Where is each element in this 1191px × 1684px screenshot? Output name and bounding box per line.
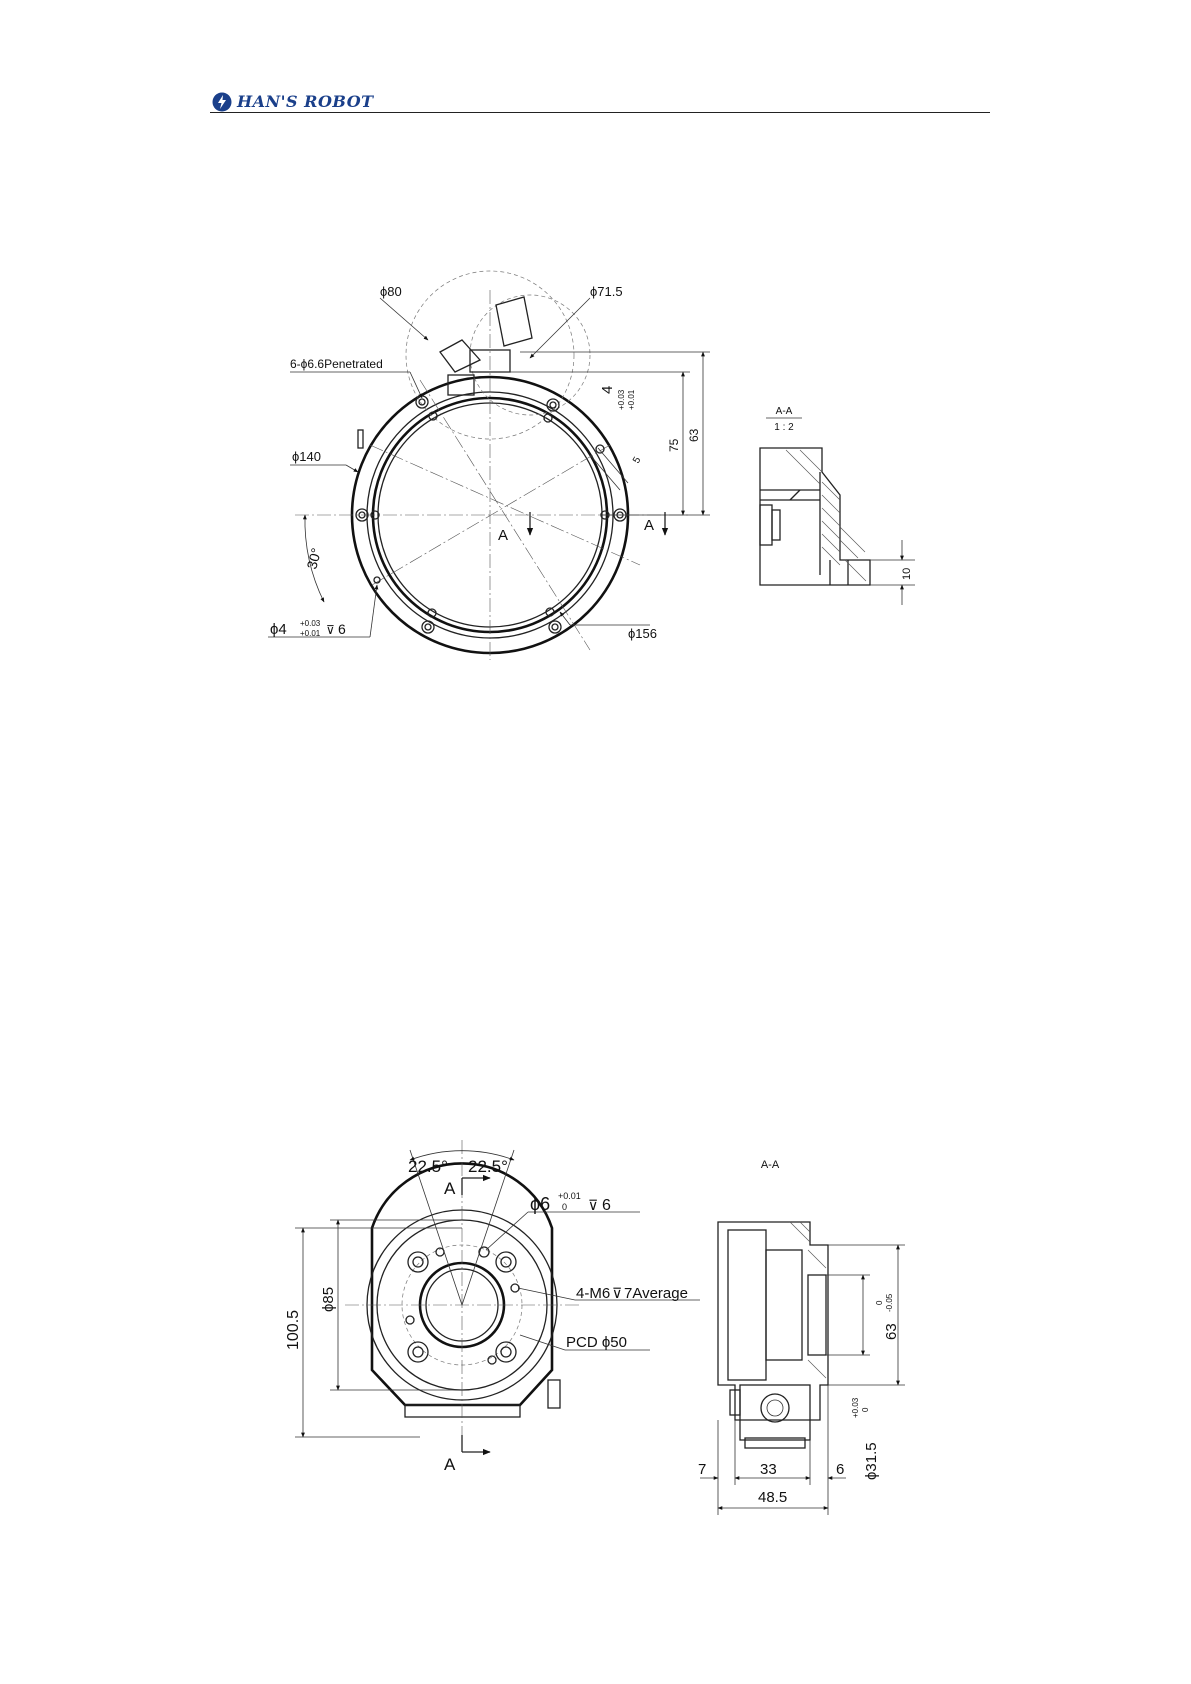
centerline-diag1 [370,445,640,565]
dim-d80: ϕ80 [380,284,402,299]
dim-63-tol-up: 0 [875,1300,884,1305]
section-label-a-left: A [498,527,509,544]
depth-icon-2: ⊽ [588,1197,599,1213]
dim-pin-main: ϕ6 [530,1194,551,1214]
section-scale: 1 : 2 [774,422,794,433]
dim-pin-tol-low: +0.01 [300,629,321,638]
dim-threads: 4-M6 [576,1285,611,1302]
bolt-holes [356,396,626,633]
dim-63-tol-low: -0.05 [885,1293,894,1312]
dim-pin-tol-low: 0 [562,1202,568,1212]
dim-holes: 6-ϕ6.6Penetrated [290,357,383,371]
dim-63: 63 [687,428,701,442]
dim-threads-depth: 7Average [624,1285,688,1302]
dim-31-5-tol-up: +0.03 [851,1397,860,1418]
dim-angle-left: 22.5° [408,1157,448,1176]
dim-w33: 33 [760,1461,777,1478]
dim-100-5: 100.5 [285,1309,302,1350]
dim-pin-depth: 6 [602,1197,611,1214]
dim-75: 75 [667,438,681,452]
dim-31-5-tol-low: 0 [861,1407,870,1412]
dim-pin-tol-up: +0.01 [558,1191,581,1201]
section-title: A-A [775,406,793,417]
figure2-section-view [698,1159,905,1515]
connector-icon [761,1394,789,1422]
section-title: A-A [760,1159,780,1171]
dim-pin-depth: 6 [338,621,346,637]
dim-pin-tol-up: +0.03 [300,619,321,628]
side-tab [358,430,363,448]
dim-slot-tol-low: +0.01 [627,389,636,410]
dim-w7: 7 [698,1461,707,1478]
dim-angle-30: 30° [303,546,325,571]
dim-10: 10 [901,567,913,580]
dim-31-5: ϕ31.5 [863,1442,880,1480]
dim-d156: ϕ156 [628,626,657,641]
depth-icon: ⊽ [326,623,335,637]
section-label-a-top: A [444,1179,456,1198]
section-label-a-bottom: A [444,1455,456,1474]
figure1-front-view [268,271,710,660]
figure1-section-view [760,406,915,605]
dim-pin-main: ϕ4 [270,621,287,638]
dim-d71-5: ϕ71.5 [590,284,623,299]
dim-slot-tol-up: +0.03 [617,389,626,410]
dim-angle-right: 22.5° [468,1157,508,1176]
dim-63: 63 [883,1323,900,1340]
dim-slot-small: 5 [631,455,644,466]
dim-d140: ϕ140 [292,449,321,464]
brand-name: HAN'S ROBOT [237,92,374,111]
dim-w48-5: 48.5 [758,1489,788,1506]
dim-pcd: PCD ϕ50 [566,1334,627,1351]
figure2-front-view [285,1140,700,1474]
section-label-a-right: A [644,517,655,534]
dim-slot-main: 4 [599,385,616,394]
dim-d85: ϕ85 [320,1286,337,1312]
dim-w6: 6 [836,1461,845,1478]
depth-icon-3: ⊽ [612,1285,623,1301]
